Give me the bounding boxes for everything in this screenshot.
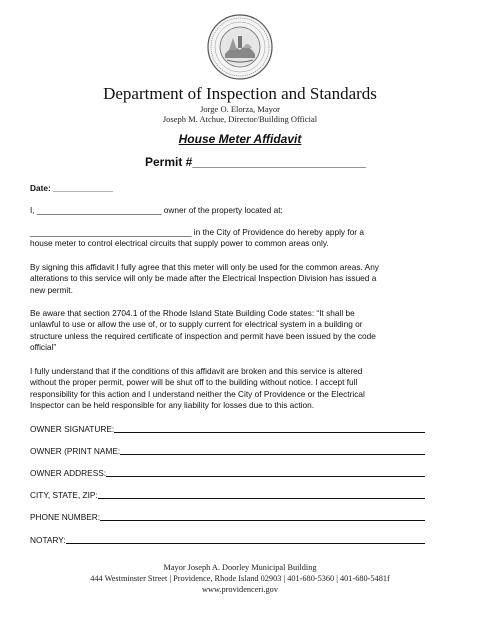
responsibility-line-1: I fully understand that if the conditions of this affidavit are broken and this service is altered xyxy=(30,366,363,376)
director-line: Joseph M. Atchue, Director/Building Official xyxy=(162,114,318,124)
notary-field[interactable] xyxy=(30,533,425,545)
owner-print-name-label: OWNER (PRINT NAME: xyxy=(30,446,121,456)
date-field[interactable]: Date: _____________ xyxy=(30,183,114,193)
owner-print-name-field[interactable] xyxy=(30,444,425,456)
owner-line[interactable]: I, ___________________________ owner of the property located at: xyxy=(30,205,283,215)
agreement-line-3: new permit. xyxy=(30,284,73,295)
paragraph-agreement xyxy=(30,262,460,296)
owner-signature-label: OWNER SIGNATURE: xyxy=(30,424,115,434)
footer-website[interactable]: www.providenceri.gov xyxy=(202,585,278,594)
phone-number-label: PHONE NUMBER: xyxy=(30,512,101,522)
paragraph-location xyxy=(30,227,460,250)
agreement-line-2: alterations to this service will only be made after the Electrical Inspection Division has issued a xyxy=(30,273,377,284)
footer-address: 444 Westminster Street | Providence, Rhode Island 02903 | 401-680-5360 | 401-680-5481f xyxy=(90,574,390,583)
city-state-zip-field[interactable] xyxy=(30,488,425,500)
phone-number-field[interactable] xyxy=(30,510,425,522)
code-line-4: official” xyxy=(30,342,57,353)
notary-line[interactable] xyxy=(66,543,425,544)
responsibility-line-4: Inspector can be held responsible for any liability for losses due to this action. xyxy=(30,400,315,411)
paragraph-code xyxy=(30,308,460,354)
city-state-zip-line[interactable] xyxy=(98,498,425,499)
officials xyxy=(0,104,480,124)
footer-building: Mayor Joseph A. Doorley Municipal Building xyxy=(163,563,317,572)
department-name: Department of Inspection and Standards xyxy=(103,84,377,103)
paragraph-owner xyxy=(30,205,460,216)
owner-print-name-line[interactable] xyxy=(120,454,425,455)
paragraph-responsibility xyxy=(30,366,460,412)
city-seal-icon xyxy=(207,14,273,80)
code-line-3: structure unless the required certificate of inspection and permit have been issued by the code xyxy=(30,330,376,341)
permit-number[interactable]: Permit #__________________________ xyxy=(145,155,366,169)
owner-signature-field[interactable] xyxy=(30,422,425,434)
location-line-2: house meter to control electrical circuits that supply power to common areas only. xyxy=(30,238,329,249)
city-state-zip-label: CITY, STATE, ZIP: xyxy=(30,490,98,500)
notary-label: NOTARY: xyxy=(30,535,66,545)
footer xyxy=(0,562,480,595)
owner-address-field[interactable] xyxy=(30,466,425,478)
phone-number-line[interactable] xyxy=(100,520,425,521)
mayor-line: Jorge O. Elorza, Mayor xyxy=(200,104,280,114)
code-line-2: unlawful to use or allow the use of, or to supply current for electrical system in a building or xyxy=(30,319,363,330)
owner-signature-line[interactable] xyxy=(114,432,425,433)
owner-address-label: OWNER ADDRESS: xyxy=(30,468,107,478)
form-title: House Meter Affidavit xyxy=(178,132,302,146)
responsibility-line-3: responsibility for this action and I understand neither the City of Providence or the Electrical xyxy=(30,388,365,399)
code-line-1: Be aware that section 2704.1 of the Rhode Island State Building Code states: “It shall be xyxy=(30,308,355,318)
owner-address-line[interactable] xyxy=(106,476,425,477)
responsibility-line-2: without the proper permit, power will be shut off to the building without notice. I accept full xyxy=(30,377,358,388)
agreement-line-1: By signing this affidavit I fully agree that this meter will only be used for the common areas. Any xyxy=(30,262,379,272)
location-line[interactable]: ___________________________________ in the City of Providence do hereby apply for a xyxy=(30,227,364,237)
